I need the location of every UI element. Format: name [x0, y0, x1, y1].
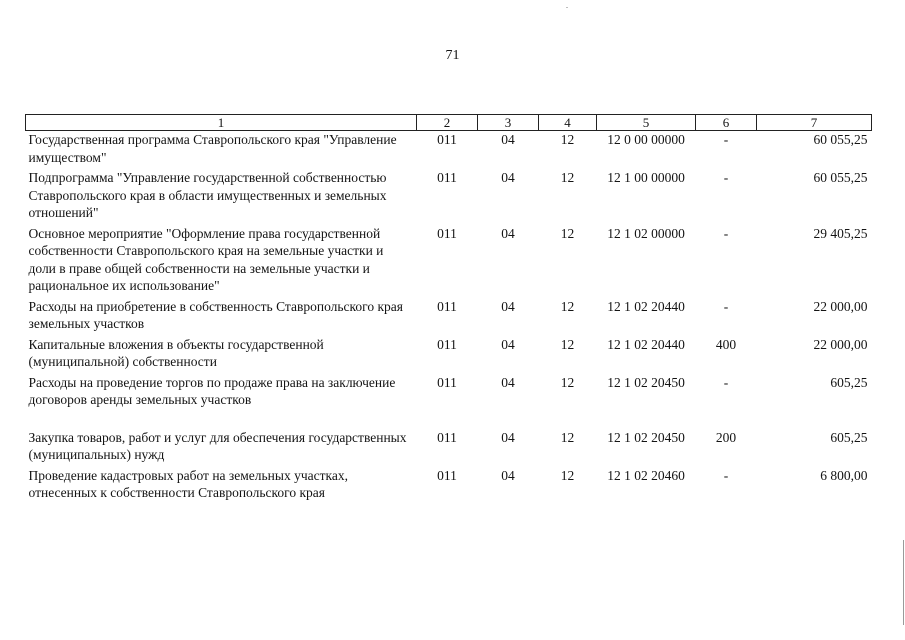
- row-target-code: 12 1 02 20450: [607, 429, 685, 445]
- row-ministry-code: 011: [437, 298, 457, 314]
- column-header-7: 7: [757, 115, 872, 131]
- row-amount: 22 000,00: [813, 336, 868, 352]
- header-row: [26, 115, 872, 131]
- row-section-code: 04: [501, 132, 515, 147]
- table-row: [26, 131, 872, 170]
- row-name: Основное мероприятие "Оформление права государственной собственности Ставропольского края на земельные участки и доли в праве общей собственности на земельные участки и рациональное их использование": [28, 225, 384, 293]
- row-ministry-code: 011: [437, 336, 457, 352]
- row-ministry-code: 011: [437, 225, 457, 241]
- column-header-3: 3: [478, 115, 539, 131]
- row-amount: 60 055,25: [813, 170, 868, 185]
- table-row: [26, 225, 872, 298]
- row-subsection-code: 12: [560, 374, 575, 390]
- column-header-2: 2: [417, 115, 478, 131]
- row-target-code: 12 1 02 20440: [607, 336, 685, 352]
- row-target-code: 12 1 02 20450: [607, 374, 685, 390]
- row-section-code: 04: [501, 298, 515, 314]
- table-row: [26, 298, 872, 336]
- page-number: 71: [445, 48, 460, 63]
- row-name: Проведение кадастровых работ на земельных участках, отнесенных к собственности Ставропольского края: [28, 467, 348, 500]
- row-target-code: 12 1 00 00000: [607, 170, 685, 185]
- row-expense-type: -: [723, 467, 729, 483]
- row-name: Закупка товаров, работ и услуг для обеспечения государственных (муниципальных) нужд: [28, 429, 407, 462]
- row-ministry-code: 011: [437, 467, 457, 483]
- column-header-1: 1: [26, 115, 417, 131]
- row-name: Капитальные вложения в объекты государственной (муниципальной) собственности: [28, 336, 324, 369]
- row-subsection-code: 12: [560, 298, 575, 314]
- table-row: [26, 467, 872, 505]
- scan-edge-line: [903, 540, 904, 625]
- table-row: [26, 336, 872, 374]
- row-amount: 29 405,25: [813, 225, 868, 241]
- row-expense-type: -: [723, 132, 729, 147]
- row-target-code: 12 1 02 00000: [607, 225, 685, 241]
- row-name: Государственная программа Ставропольского края "Управление имуществом": [28, 132, 397, 165]
- row-name: Расходы на проведение торгов по продаже права на заключение договоров аренды земельных участков: [28, 374, 396, 407]
- table-row: [26, 429, 872, 467]
- row-target-code: 12 0 00 00000: [607, 132, 685, 147]
- row-subsection-code: 12: [560, 225, 575, 241]
- row-target-code: 12 1 02 20440: [607, 298, 685, 314]
- budget-table: [25, 114, 872, 505]
- row-section-code: 04: [501, 467, 515, 483]
- column-header-6: 6: [696, 115, 757, 131]
- row-subsection-code: 12: [560, 467, 575, 483]
- row-target-code: 12 1 02 20460: [607, 467, 685, 483]
- row-subsection-code: 12: [560, 336, 575, 352]
- row-amount: 605,25: [830, 374, 868, 390]
- row-amount: 60 055,25: [813, 132, 868, 147]
- row-amount: 22 000,00: [813, 298, 868, 314]
- column-header-4: 4: [539, 115, 597, 131]
- row-expense-type: -: [723, 170, 729, 185]
- row-section-code: 04: [501, 336, 515, 352]
- row-expense-type: -: [723, 374, 729, 390]
- row-section-code: 04: [501, 429, 515, 445]
- table-row: [26, 374, 872, 429]
- row-ministry-code: 011: [437, 429, 457, 445]
- row-ministry-code: 011: [437, 132, 457, 147]
- row-subsection-code: 12: [560, 429, 575, 445]
- row-name: Расходы на приобретение в собственность Ставропольского края земельных участков: [28, 298, 403, 331]
- column-header-5: 5: [597, 115, 696, 131]
- row-section-code: 04: [501, 170, 515, 185]
- row-expense-type: 200: [715, 429, 737, 445]
- row-subsection-code: 12: [560, 132, 575, 147]
- row-name: Подпрограмма "Управление государственной собственностью Ставропольского края в области имущественных и земельных отношений": [28, 170, 387, 220]
- row-ministry-code: 011: [437, 374, 457, 390]
- row-expense-type: 400: [715, 336, 737, 352]
- row-amount: 605,25: [830, 429, 868, 445]
- row-ministry-code: 011: [437, 170, 457, 185]
- scan-speck: [566, 7, 568, 8]
- row-section-code: 04: [501, 225, 515, 241]
- row-subsection-code: 12: [560, 170, 575, 185]
- table-row: [26, 169, 872, 225]
- row-amount: 6 800,00: [820, 467, 868, 483]
- row-section-code: 04: [501, 374, 515, 390]
- row-expense-type: -: [723, 298, 729, 314]
- row-expense-type: -: [723, 225, 729, 241]
